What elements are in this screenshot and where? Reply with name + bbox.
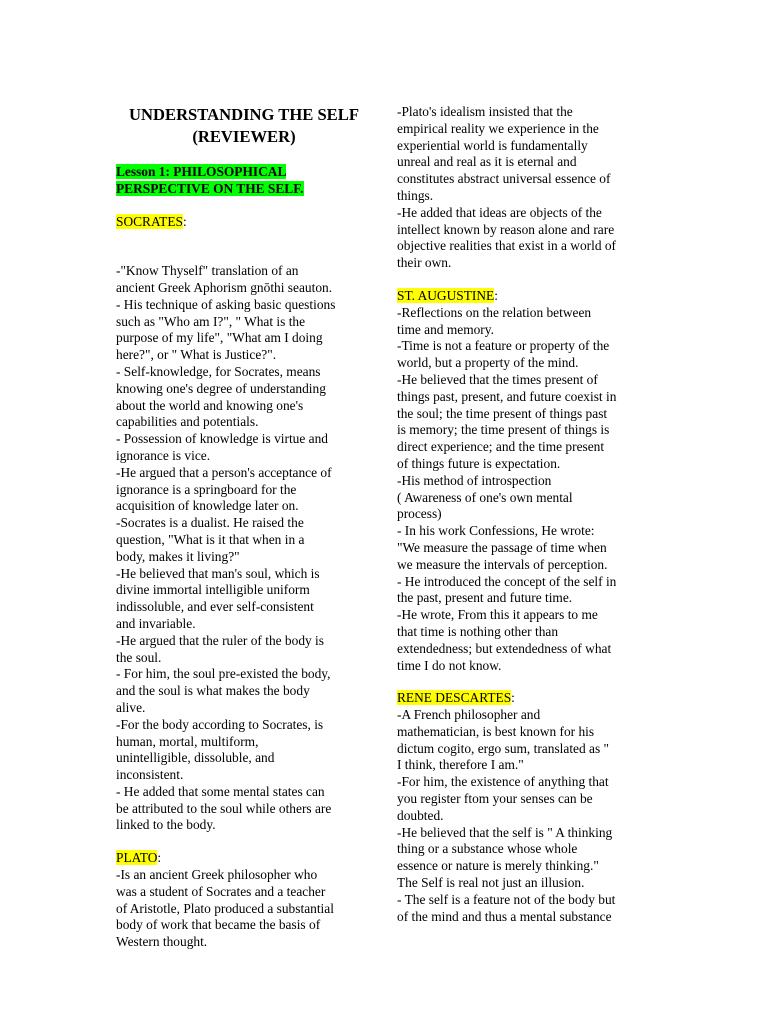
lesson-heading-line-2: PERSPECTIVE ON THE SELF. <box>116 180 304 196</box>
text-line: - His technique of asking basic questions <box>116 296 336 312</box>
text-line: and invariable. <box>116 615 196 631</box>
text-line: -He believed that the self is " A thinking <box>397 824 613 840</box>
text-line: -Time is not a feature or property of the <box>397 338 610 354</box>
text-line: essence or nature is merely thinking." <box>397 858 599 874</box>
text-line: indissoluble, and ever self-consistent <box>116 599 314 615</box>
text-line: mathematician, is best known for his <box>397 723 595 739</box>
text-line: - He added that some mental states can <box>116 783 325 799</box>
text-line: dictum cogito, ergo sum, translated as " <box>397 740 609 756</box>
text-line: ancient Greek Aphorism gnōthi seauton. <box>116 279 333 295</box>
text-line: their own. <box>397 255 452 271</box>
text-line: "We measure the passage of time when <box>397 539 607 555</box>
text-line: thing or a substance whose whole <box>397 841 578 857</box>
text-line: - For him, the soul pre-existed the body, <box>116 666 331 682</box>
text-line: be attributed to the soul while others are <box>116 800 332 816</box>
text-line: constitutes abstract universal essence of <box>397 171 611 187</box>
text-line: capabilities and potentials. <box>116 414 259 430</box>
text-line: we measure the intervals of perception. <box>397 556 608 572</box>
text-line: -For him, the existence of anything that <box>397 774 609 790</box>
text-line: doubted. <box>397 807 444 823</box>
text-line: process) <box>397 506 442 522</box>
text-line: I think, therefore I am." <box>397 757 524 773</box>
augustine-body <box>397 305 653 675</box>
text-line: ignorance is a springboard for the <box>116 481 297 497</box>
text-line: ( Awareness of one's own mental <box>397 489 573 505</box>
text-line: - Possession of knowledge is virtue and <box>116 431 328 447</box>
text-line: The Self is real not just an illusion. <box>397 875 585 891</box>
socrates-body <box>116 246 372 834</box>
text-line: direct experience; and the time present <box>397 439 605 455</box>
descartes-heading: RENE DESCARTES <box>397 690 512 706</box>
text-line: -Is an ancient Greek philosopher who <box>116 867 318 883</box>
text-line: -He believed that man's soul, which is <box>116 565 320 581</box>
lesson-heading-line-1: Lesson 1: PHILOSOPHICAL <box>116 164 287 179</box>
text-line: is memory; the time present of things is <box>397 422 610 438</box>
text-line: unreal and real as it is eternal and <box>397 154 577 170</box>
text-line: knowing one's degree of understanding <box>116 380 326 396</box>
text-line: -Socrates is a dualist. He raised the <box>116 515 304 531</box>
right-column <box>397 104 653 925</box>
text-line: here?", or " What is Justice?". <box>116 347 277 363</box>
lesson-heading <box>116 164 372 198</box>
text-line: - In his work Confessions, He wrote: <box>397 523 595 539</box>
text-line: Western thought. <box>116 934 208 950</box>
plato-body-continued <box>397 104 653 272</box>
text-line: alive. <box>116 699 146 715</box>
document-title <box>116 104 372 148</box>
text-line: -A French philosopher and <box>397 707 541 723</box>
text-line: body of work that became the basis of <box>116 917 321 933</box>
text-line: time I do not know. <box>397 657 502 673</box>
text-line: unintelligible, dissoluble, and <box>116 750 275 766</box>
text-line: objective realities that exist in a world of <box>397 238 617 254</box>
text-line: was a student of Socrates and a teacher <box>116 883 326 899</box>
text-line: purpose of my life", "What am I doing <box>116 330 323 346</box>
descartes-body <box>397 707 653 925</box>
text-line: empirical reality we experience in the <box>397 120 599 136</box>
augustine-heading: ST. AUGUSTINE <box>397 287 495 303</box>
text-line: intellect known by reason alone and rare <box>397 221 615 237</box>
text-line: -For the body according to Socrates, is <box>116 716 324 732</box>
title-line-1: UNDERSTANDING THE SELF <box>129 105 359 124</box>
left-column <box>116 104 372 951</box>
text-line: -He wrote, From this it appears to me <box>397 607 598 623</box>
text-line: world, but a property of the mind. <box>397 355 579 371</box>
section-heading-plato: PLATO: <box>116 850 162 866</box>
blank-line <box>116 246 372 263</box>
text-line: inconsistent. <box>116 767 184 783</box>
text-line: -He argued that a person's acceptance of <box>116 464 332 480</box>
text-line: -Plato's idealism insisted that the <box>397 104 573 119</box>
text-line: linked to the body. <box>116 817 216 833</box>
text-line: of Aristotle, Plato produced a substantial <box>116 900 334 916</box>
text-line: - Self-knowledge, for Socrates, means <box>116 363 321 379</box>
text-line: acquisition of knowledge later on. <box>116 498 299 514</box>
text-line: extendedness; but extendedness of what <box>397 640 612 656</box>
socrates-heading: SOCRATES <box>116 213 183 229</box>
text-line: human, mortal, multiform, <box>116 733 259 749</box>
text-line: that time is nothing other than <box>397 623 559 639</box>
text-line: -"Know Thyself" translation of an <box>116 263 299 279</box>
text-line: - He introduced the concept of the self in <box>397 573 617 589</box>
text-line: things. <box>397 187 434 203</box>
text-line: such as "Who am I?", " What is the <box>116 313 306 329</box>
text-line: -He added that ideas are objects of the <box>397 204 602 220</box>
text-line: experiential world is fundamentally <box>397 137 588 153</box>
section-heading-augustine: ST. AUGUSTINE: <box>397 287 498 303</box>
plato-body <box>116 867 372 951</box>
text-line: divine immortal intelligible uniform <box>116 582 310 598</box>
text-line: body, makes it living?" <box>116 548 240 564</box>
text-line: -He believed that the times present of <box>397 371 598 387</box>
text-line: of the mind and thus a mental substance <box>397 908 612 924</box>
text-line: ignorance is vice. <box>116 447 211 463</box>
text-line: and the soul is what makes the body <box>116 683 310 699</box>
text-line: of things future is expectation. <box>397 455 561 471</box>
text-line: about the world and knowing one's <box>116 397 304 413</box>
section-heading-descartes: RENE DESCARTES: <box>397 690 515 706</box>
text-line: the past, present and future time. <box>397 590 573 606</box>
text-line: -He argued that the ruler of the body is <box>116 632 324 648</box>
text-line: the soul; the time present of things past <box>397 405 608 421</box>
plato-heading: PLATO <box>116 850 158 866</box>
text-line: question, "What is it that when in a <box>116 531 305 547</box>
title-line-2: (REVIEWER) <box>192 127 296 146</box>
text-line: things past, present, and future coexist in <box>397 388 617 404</box>
text-line: -His method of introspection <box>397 472 552 488</box>
text-line: -Reflections on the relation between <box>397 304 592 320</box>
text-line: time and memory. <box>397 321 494 337</box>
section-heading-socrates: SOCRATES: <box>116 213 187 229</box>
text-line: you register ftom your senses can be <box>397 791 593 807</box>
text-line: the soul. <box>116 649 162 665</box>
text-line: - The self is a feature not of the body but <box>397 891 616 907</box>
